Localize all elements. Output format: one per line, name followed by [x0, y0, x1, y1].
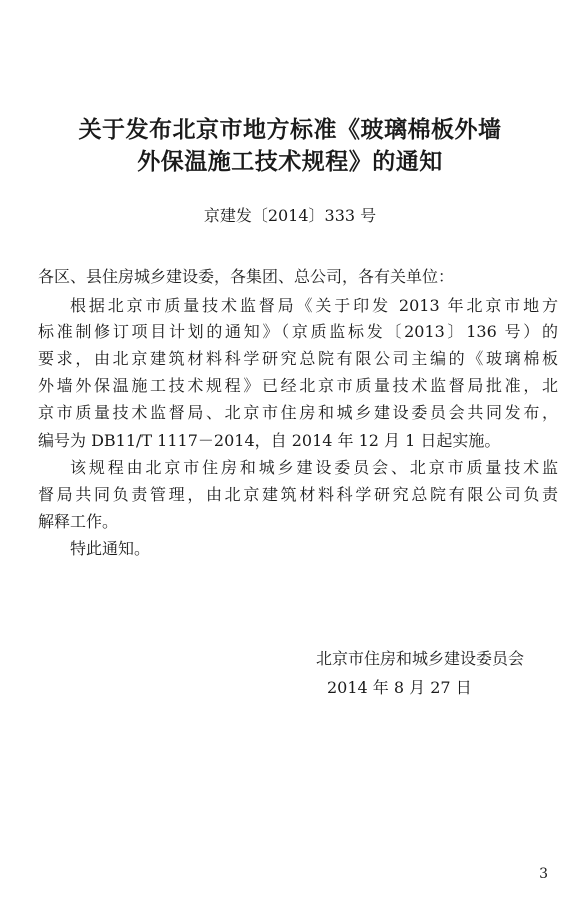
paragraph-2-line: 解释工作。: [38, 512, 119, 531]
document-title-line-2: 外保温施工技术规程》的通知: [137, 148, 443, 175]
closing-remark: 特此通知。: [70, 539, 151, 558]
issuer-signature: 北京市住房和城乡建设委员会: [315, 649, 524, 668]
document-title-line-1: 关于发布北京市地方标准《玻璃棉板外墙: [78, 116, 502, 143]
paragraph-1-line: 根据北京市质量技术监督局《关于印发 2013 年北京市地方: [70, 296, 558, 315]
paragraph-2-line: 该规程由北京市住房和城乡建设委员会、北京市质量技术监: [70, 458, 558, 477]
paragraph-1-line: 要求，由北京建筑材料科学研究总院有限公司主编的《玻璃棉板: [38, 349, 558, 368]
paragraph-1-line: 京市质量技术监督局、北京市住房和城乡建设委员会共同发布，: [38, 403, 558, 422]
paragraph-1-line: 标准制修订项目计划的通知》（京质监标发〔2013〕136 号）的: [38, 322, 558, 341]
paragraph-2-line: 督局共同负责管理，由北京建筑材料科学研究总院有限公司负责: [38, 485, 558, 504]
paragraph-1-line: 编号为 DB11/T 1117－2014，自 2014 年 12 月 1 日起实施。: [38, 431, 501, 450]
page-number: 3: [539, 866, 548, 882]
salutation: 各区、县住房城乡建设委，各集团、总公司，各有关单位：: [38, 267, 455, 286]
issue-date: 2014 年 8 月 27 日: [327, 678, 472, 697]
document-number: 京建发〔2014〕333 号: [203, 206, 377, 225]
paragraph-1-line: 外墙外保温施工技术规程》已经北京市质量技术监督局批准，北: [38, 376, 558, 395]
